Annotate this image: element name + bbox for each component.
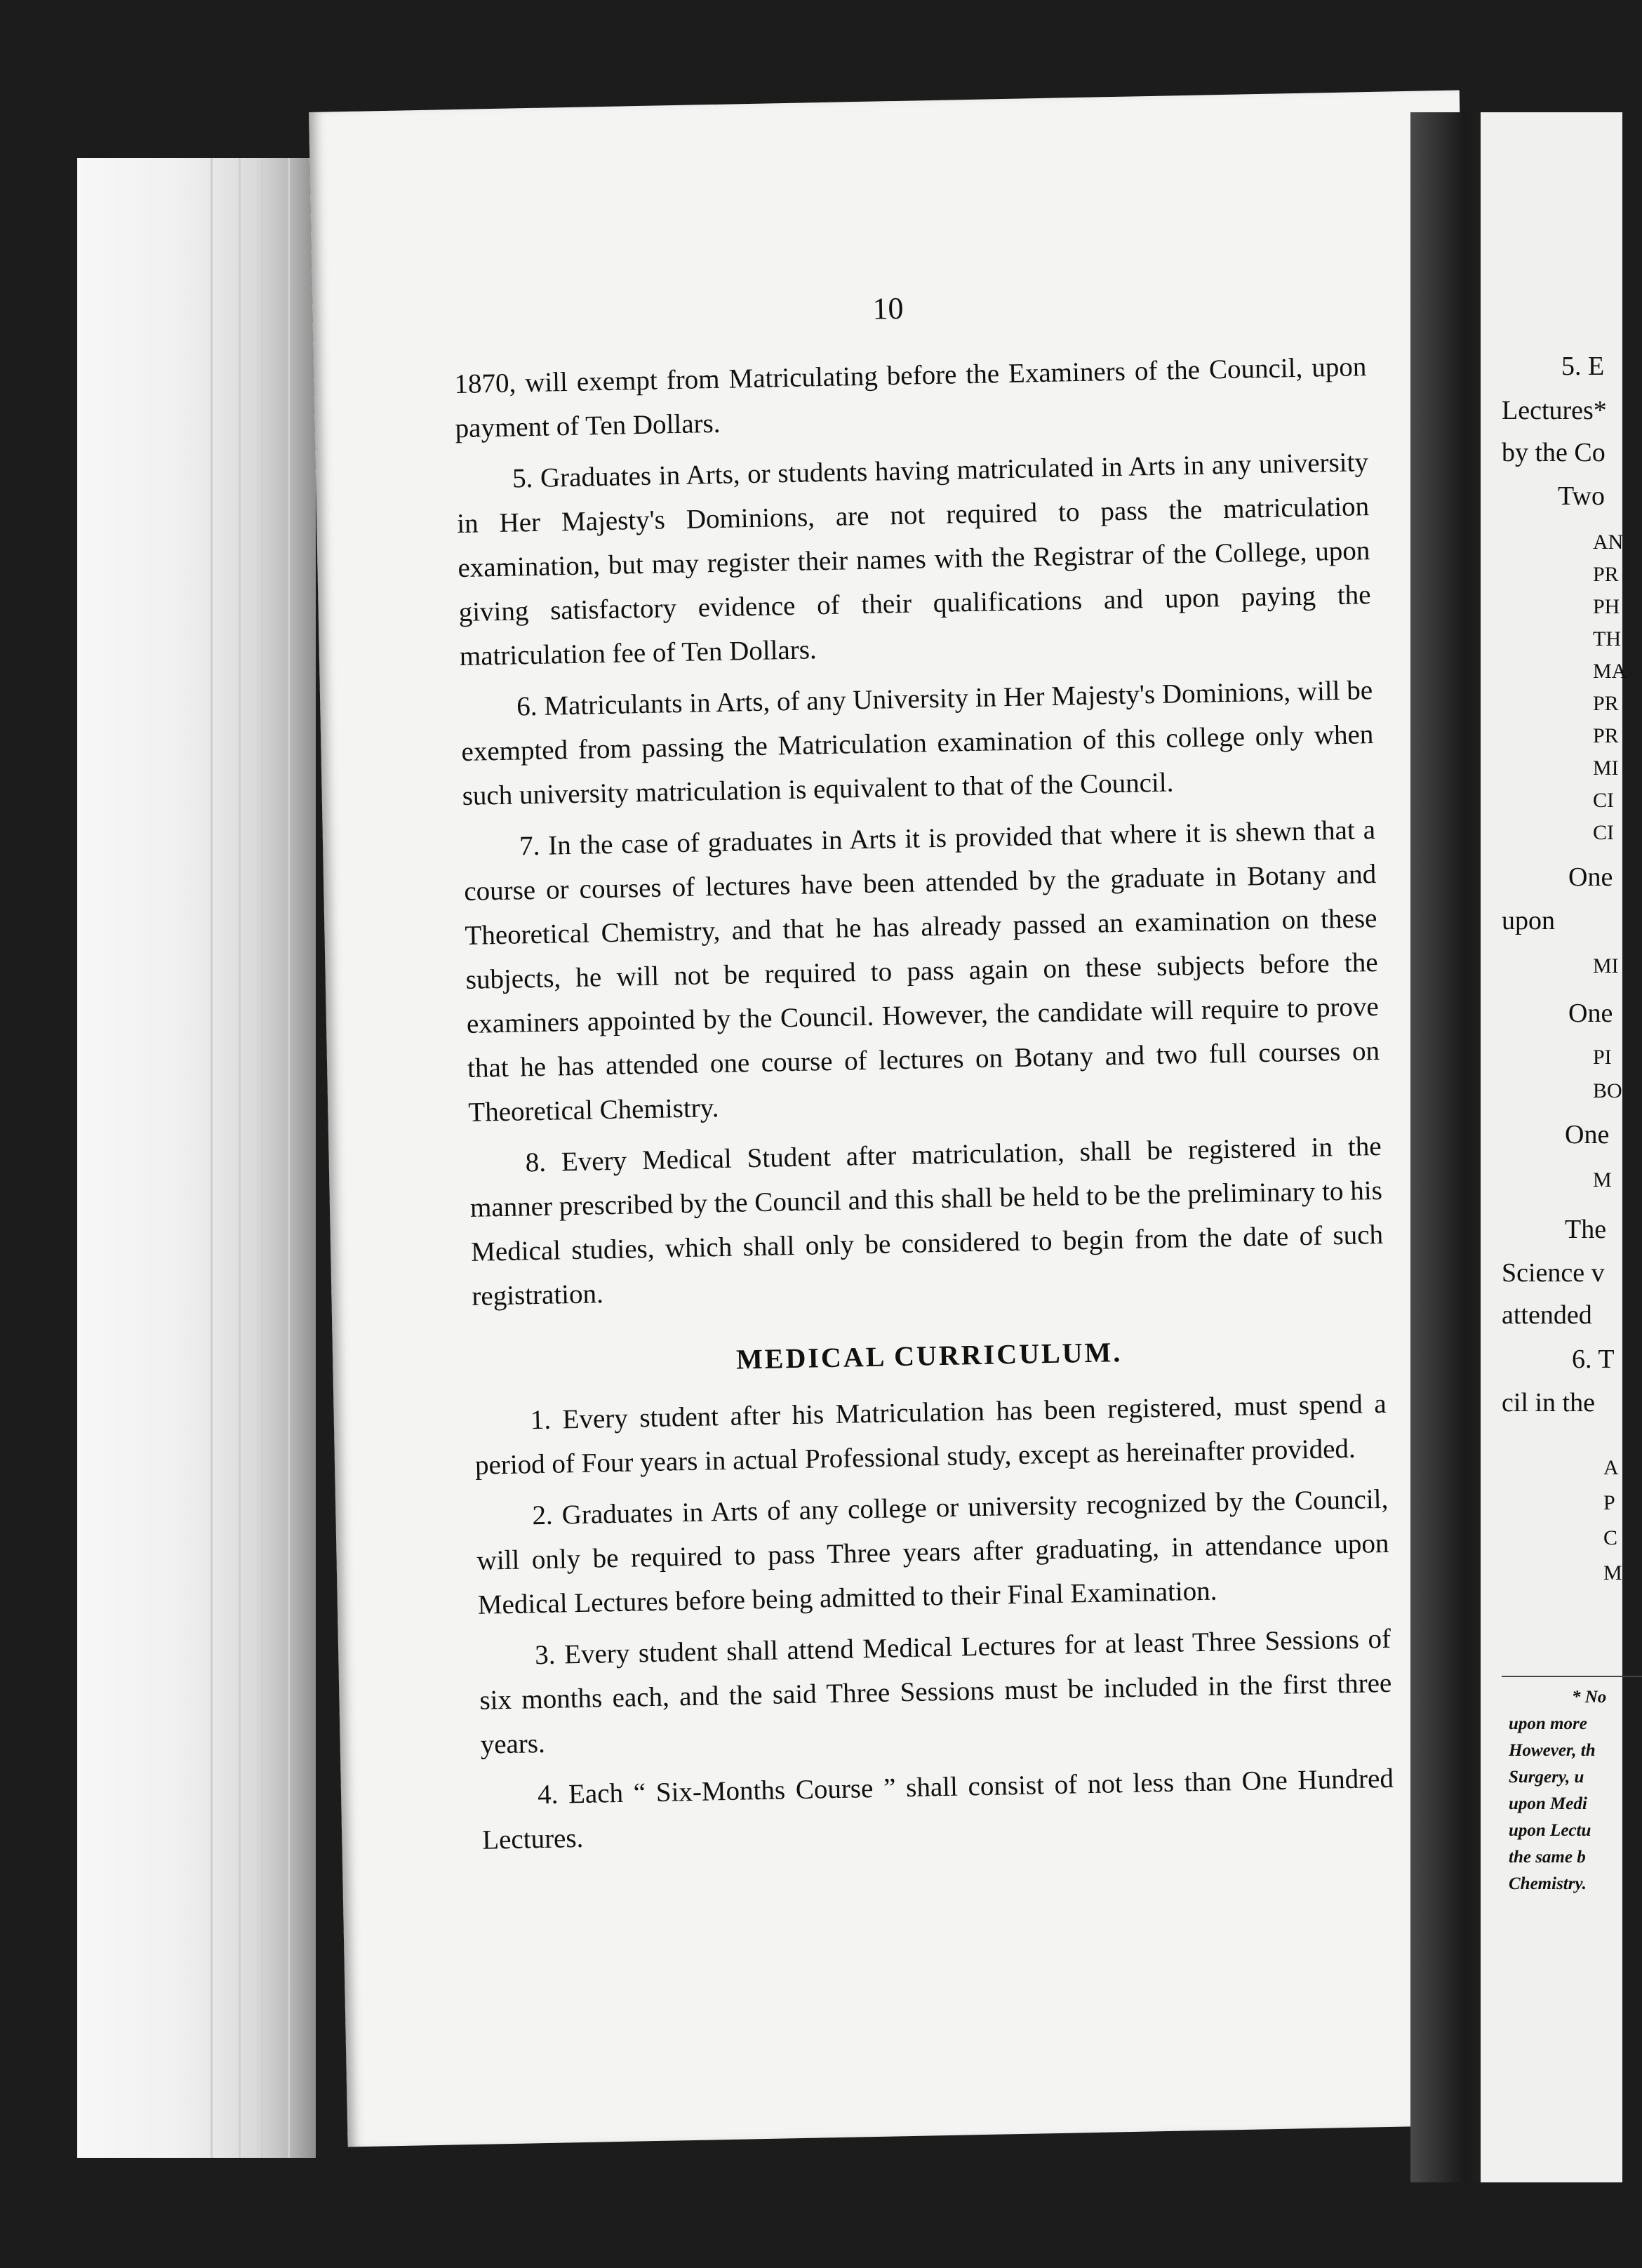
- adjacent-text: MI: [1593, 756, 1619, 780]
- footnote-text: However, th: [1509, 1741, 1596, 1760]
- adjacent-page: [1481, 112, 1627, 2182]
- adjacent-text: P: [1603, 1491, 1615, 1514]
- paragraph: 5. Graduates in Arts, or students having matriculated in Arts in any university in Her Majesty's Dominions, are not required to pass the matriculation examination, but may register their names with the Registrar of the College, upon giving satisfactory evidence of their qualifications and upon paying the matriculation fee of Ten Dollars.: [456, 447, 1371, 672]
- adjacent-text: CI: [1593, 821, 1614, 844]
- adjacent-text: C: [1603, 1526, 1618, 1549]
- adjacent-text: upon: [1502, 906, 1555, 935]
- adjacent-text: M: [1593, 1168, 1612, 1192]
- adjacent-text: PR: [1593, 724, 1619, 747]
- paragraph: 1. Every student after his Matriculation has been registered, must spend a period of Four years in actual Professional study, except as hereinafter provided.: [474, 1388, 1387, 1481]
- paragraph: 6. Matriculants in Arts, of any University in Her Majesty's Dominions, will be exempted from passing the Matriculation examination of this college only when such university matriculation is equivalent to that of the Council.: [461, 675, 1374, 811]
- footnote-text: upon Medi: [1509, 1794, 1587, 1813]
- adjacent-text: TH: [1593, 627, 1621, 651]
- adjacent-text: 5. E: [1561, 352, 1605, 381]
- footnote-rule: [1502, 1676, 1642, 1677]
- adjacent-text: attended: [1502, 1300, 1592, 1330]
- page-number: 10: [872, 291, 904, 326]
- main-page: [309, 91, 1498, 2147]
- adjacent-text: Lectures*: [1502, 396, 1607, 425]
- book-gutter: [1410, 112, 1488, 2182]
- adjacent-text: MI: [1593, 954, 1619, 978]
- adjacent-text: PR: [1593, 692, 1619, 715]
- adjacent-text: One: [1565, 1120, 1610, 1149]
- adjacent-text: Science v: [1502, 1258, 1605, 1288]
- paragraph: 1870, will exempt from Matriculating before the Examiners of the Council, upon payment of Ten Dollars.: [454, 352, 1367, 444]
- adjacent-text: One: [1568, 862, 1613, 892]
- section-heading: MEDICAL CURRICULUM.: [735, 1336, 1123, 1375]
- page-edge-line: [261, 158, 263, 2158]
- adjacent-text: cil in the: [1502, 1388, 1595, 1418]
- footnote-text: upon Lectu: [1509, 1821, 1591, 1840]
- paragraph: 4. Each “ Six-Months Course ” shall consist of not less than One Hundred Lectures.: [481, 1763, 1394, 1855]
- adjacent-text: PI: [1593, 1046, 1612, 1069]
- page-stack-edges: [77, 158, 316, 2158]
- page-text: [454, 345, 1395, 1869]
- adjacent-text: One: [1568, 999, 1613, 1028]
- paragraph: 7. In the case of graduates in Arts it is provided that where it is shewn that a course or courses of lectures have been attended by the graduate in Botany and Theoretical Chemistry, and that he has already passed an examination on these subjects, he will not be required to pass again on these subjects before the examiners appointed by the Council. However, the candidate will require to prove that he has attended one course of lectures on Botany and two full courses on Theoretical Chemistry.: [463, 815, 1380, 1128]
- adjacent-text: AN: [1593, 531, 1624, 554]
- adjacent-text: PR: [1593, 563, 1619, 586]
- footnote-text: upon more: [1509, 1714, 1587, 1733]
- footnote-text: the same b: [1509, 1848, 1586, 1867]
- footnote-text: * No: [1572, 1688, 1607, 1707]
- adjacent-text: Two: [1558, 481, 1606, 511]
- page-edge-line: [288, 158, 290, 2158]
- adjacent-text: by the Co: [1502, 438, 1606, 467]
- adjacent-text: A: [1603, 1456, 1619, 1479]
- paragraph: 8. Every Medical Student after matriculation, shall be registered in the manner prescribed by the Council and this shall be held to be the preliminary to his Medical studies, which shall only be considered to begin from the date of such registration.: [469, 1130, 1384, 1312]
- adjacent-text: MA: [1593, 660, 1627, 683]
- adjacent-text: The: [1565, 1215, 1607, 1244]
- page-edge-line: [239, 158, 241, 2158]
- page-edge-line: [211, 158, 213, 2158]
- adjacent-text: 6. T: [1572, 1345, 1615, 1374]
- paragraph: 3. Every student shall attend Medical Lectures for at least Three Sessions of six months each, and the said Three Sessions must be included in the first three years.: [479, 1623, 1392, 1760]
- paragraph: 2. Graduates in Arts of any college or university recognized by the Council, will only be required to pass Three years after graduating, in attendance upon Medical Lectures before being admitted to their Final Examination.: [476, 1483, 1389, 1620]
- footnote-text: Chemistry.: [1509, 1874, 1587, 1893]
- adjacent-text: PH: [1593, 595, 1620, 618]
- adjacent-text: BO: [1593, 1079, 1622, 1102]
- adjacent-text: CI: [1593, 789, 1614, 812]
- adjacent-text: M: [1603, 1561, 1622, 1585]
- footnote-text: Surgery, u: [1509, 1768, 1584, 1787]
